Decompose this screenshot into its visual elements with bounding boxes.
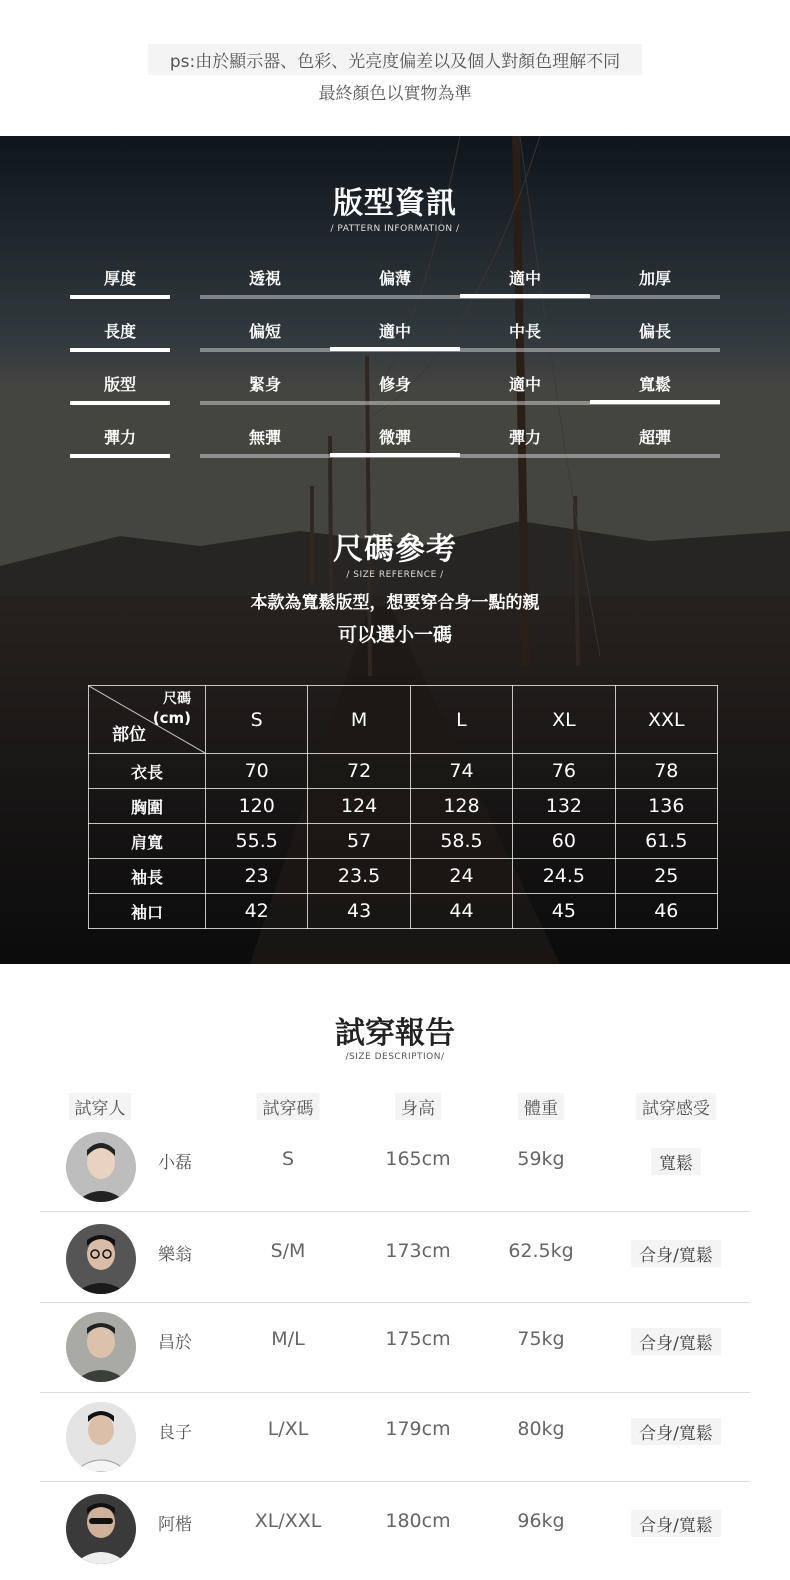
- tester-height: 165cm: [385, 1148, 451, 1170]
- disclaimer-line-2: 最終顏色以實物為準: [318, 84, 472, 104]
- list-item: [0, 1214, 790, 1304]
- tester-feel: 合身/寬鬆: [631, 1240, 721, 1267]
- value-cell: 24: [410, 859, 512, 894]
- tester-size: S/M: [270, 1240, 306, 1262]
- header-weight: 體重: [518, 1093, 564, 1120]
- pattern-selected-bar: [330, 347, 460, 351]
- table-row: [89, 859, 718, 894]
- pattern-selected-bar: [590, 400, 720, 404]
- value-cell: 55.5: [206, 824, 308, 859]
- value-cell: 128: [410, 789, 512, 824]
- list-item: [0, 1302, 790, 1392]
- corner-top-label: [153, 690, 191, 729]
- pattern-row-label: 厚度: [103, 269, 136, 288]
- value-cell: 78: [615, 754, 717, 789]
- table-row: [89, 754, 718, 789]
- tester-height: 180cm: [385, 1510, 451, 1532]
- header-tester: 試穿人: [69, 1093, 132, 1120]
- corner-size-label: 尺碼: [163, 691, 191, 707]
- pattern-option: 超彈: [638, 428, 671, 447]
- tester-height: 173cm: [385, 1240, 451, 1262]
- pattern-option: 微彈: [378, 428, 411, 447]
- value-cell: 72: [308, 754, 410, 789]
- pattern-option: 透視: [248, 269, 281, 288]
- value-cell: 24.5: [513, 859, 615, 894]
- row-divider: [40, 1211, 750, 1212]
- pattern-row-thickness: [0, 266, 790, 318]
- value-cell: 136: [615, 789, 717, 824]
- value-cell: 44: [410, 894, 512, 929]
- tester-weight: 59kg: [517, 1148, 565, 1170]
- pattern-row-length: [0, 319, 790, 371]
- pattern-selected-bar: [460, 294, 590, 298]
- part-cell: 肩寬: [89, 824, 206, 859]
- pattern-row-elasticity: [0, 425, 790, 477]
- avatar-portrait-icon: [66, 1494, 136, 1564]
- size-note-2: 可以選小一碼: [337, 624, 452, 646]
- pattern-track: [200, 348, 720, 352]
- disclaimer-line-1: ps:由於顯示器、色彩、光亮度偏差以及個人對顏色理解不同: [148, 44, 642, 75]
- pattern-option: 偏薄: [378, 269, 411, 288]
- tester-weight: 80kg: [517, 1418, 565, 1440]
- label-underline: [70, 348, 170, 352]
- pattern-option: 加厚: [638, 269, 671, 288]
- pattern-option: 寬鬆: [638, 375, 671, 394]
- pattern-option: 偏長: [638, 322, 671, 341]
- value-cell: 76: [513, 754, 615, 789]
- value-cell: 45: [513, 894, 615, 929]
- part-cell: 胸圍: [89, 789, 206, 824]
- table-row: [89, 894, 718, 929]
- pattern-title: 版型資訊: [333, 186, 457, 221]
- avatar: [66, 1132, 136, 1202]
- value-cell: 57: [308, 824, 410, 859]
- value-cell: 132: [513, 789, 615, 824]
- label-underline: [70, 295, 170, 299]
- tester-size: M/L: [271, 1328, 305, 1350]
- table-row: [89, 789, 718, 824]
- tester-weight: 62.5kg: [508, 1240, 574, 1262]
- avatar: [66, 1402, 136, 1472]
- part-cell: 袖口: [89, 894, 206, 929]
- avatar: [66, 1312, 136, 1382]
- avatar-portrait-icon: [66, 1402, 136, 1472]
- pattern-row-label: 長度: [103, 322, 136, 341]
- header-size: 試穿碼: [257, 1093, 320, 1120]
- avatar-portrait-icon: [66, 1132, 136, 1202]
- pattern-row-label: 彈力: [103, 428, 136, 447]
- tester-name: 小磊: [158, 1153, 192, 1173]
- value-cell: 61.5: [615, 824, 717, 859]
- pattern-option: 適中: [378, 322, 411, 341]
- value-cell: 23: [206, 859, 308, 894]
- tester-name: 樂翁: [158, 1245, 192, 1265]
- tester-name: 阿楷: [158, 1515, 192, 1535]
- label-underline: [70, 401, 170, 405]
- pattern-subtitle: / PATTERN INFORMATION /: [330, 224, 460, 234]
- avatar-portrait-icon: [66, 1224, 136, 1294]
- size-table-header: [89, 686, 718, 754]
- size-table: [88, 685, 718, 929]
- list-item: [0, 1122, 790, 1212]
- tester-name: 良子: [158, 1423, 192, 1443]
- tester-weight: 75kg: [517, 1328, 565, 1350]
- size-header-cell: M: [308, 686, 410, 754]
- pattern-option: 中長: [508, 322, 541, 341]
- part-cell: 衣長: [89, 754, 206, 789]
- pattern-option: 適中: [508, 269, 541, 288]
- avatar: [66, 1224, 136, 1294]
- value-cell: 120: [206, 789, 308, 824]
- pattern-option: 緊身: [248, 375, 281, 394]
- row-divider: [40, 1481, 750, 1482]
- tester-size: XL/XXL: [254, 1510, 322, 1532]
- part-cell: 袖長: [89, 859, 206, 894]
- report-heading: [0, 1008, 790, 1062]
- color-disclaimer: [0, 44, 790, 104]
- tester-feel: 合身/寬鬆: [631, 1328, 721, 1355]
- corner-part-label: 部位: [112, 725, 146, 745]
- tester-height: 175cm: [385, 1328, 451, 1350]
- avatar: [66, 1494, 136, 1564]
- value-cell: 124: [308, 789, 410, 824]
- header-feel: 試穿感受: [636, 1093, 716, 1120]
- value-cell: 74: [410, 754, 512, 789]
- pattern-heading: [0, 178, 790, 234]
- label-underline: [70, 454, 170, 458]
- tester-size: S: [281, 1148, 295, 1170]
- pattern-option: 偏短: [248, 322, 281, 341]
- size-table-corner: [89, 686, 206, 754]
- value-cell: 23.5: [308, 859, 410, 894]
- avatar-portrait-icon: [66, 1312, 136, 1382]
- pattern-option: 修身: [378, 375, 411, 394]
- value-cell: 70: [206, 754, 308, 789]
- tester-weight: 96kg: [517, 1510, 565, 1532]
- pattern-option: 彈力: [508, 428, 541, 447]
- tester-feel: 合身/寬鬆: [631, 1510, 721, 1537]
- list-item: [0, 1392, 790, 1482]
- size-header-cell: XL: [513, 686, 615, 754]
- size-header-cell: S: [206, 686, 308, 754]
- report-title: 試穿報告: [335, 1016, 455, 1051]
- size-ref-heading: [0, 524, 790, 580]
- value-cell: 58.5: [410, 824, 512, 859]
- pattern-option: 無彈: [248, 428, 281, 447]
- list-item: [0, 1484, 790, 1574]
- tester-height: 179cm: [385, 1418, 451, 1440]
- report-subtitle: /SIZE DESCRIPTION/: [345, 1052, 445, 1062]
- size-ref-subtitle: / SIZE REFERENCE /: [346, 570, 444, 580]
- report-header-row: [0, 1093, 790, 1119]
- corner-unit-label: (cm): [152, 709, 191, 727]
- tester-feel: 寬鬆: [651, 1148, 701, 1175]
- value-cell: 43: [308, 894, 410, 929]
- value-cell: 46: [615, 894, 717, 929]
- pattern-track: [200, 454, 720, 458]
- value-cell: 25: [615, 859, 717, 894]
- table-row: [89, 824, 718, 859]
- tester-name: 昌於: [158, 1333, 192, 1353]
- pattern-row-fit: [0, 372, 790, 424]
- value-cell: 60: [513, 824, 615, 859]
- pattern-row-label: 版型: [103, 375, 136, 394]
- header-height: 身高: [395, 1093, 441, 1120]
- pattern-option: 適中: [508, 375, 541, 394]
- tester-size: L/XL: [267, 1418, 309, 1440]
- size-note-1: 本款為寬鬆版型，想要穿合身一點的親: [250, 593, 540, 613]
- size-ref-title: 尺碼參考: [333, 532, 457, 567]
- pattern-selected-bar: [330, 453, 460, 457]
- tester-feel: 合身/寬鬆: [631, 1418, 721, 1445]
- size-header-cell: L: [410, 686, 512, 754]
- value-cell: 42: [206, 894, 308, 929]
- size-header-cell: XXL: [615, 686, 717, 754]
